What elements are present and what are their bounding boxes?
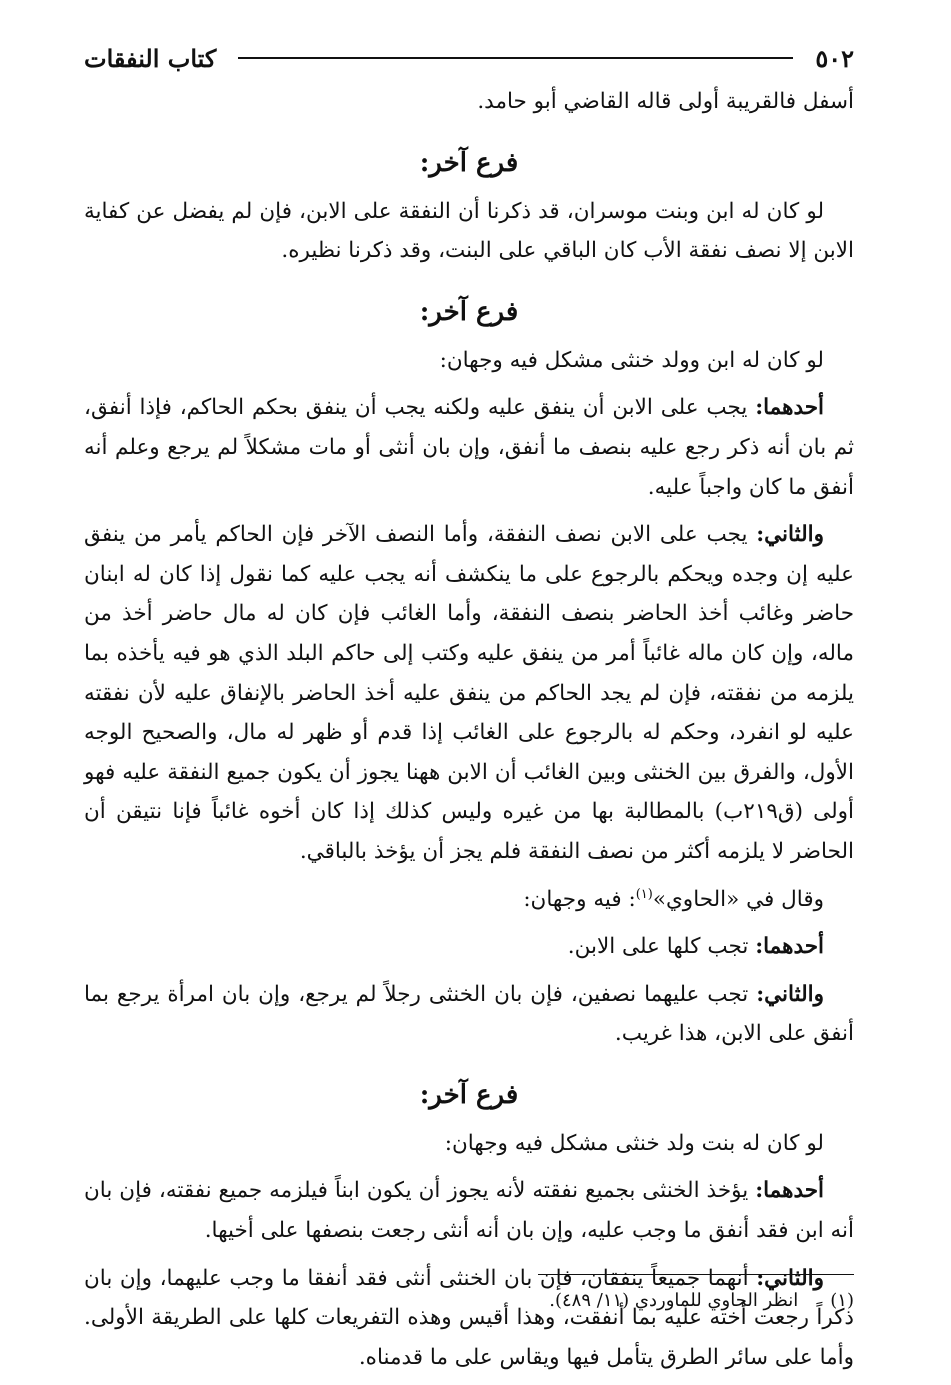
paragraph-text: يجب على الابن أن ينفق عليه ولكنه يجب أن ينفق بحكم الحاكم، فإذا أنفق، ثم بان أنه ذكر رجع عليه بنصف ما أنفق، وإن بان أنثى أو مات مشكلاً لم يرجع وعلم أنه أنفق ما كان واجباً عليه. <box>84 395 854 500</box>
footnote-reference: (١) <box>635 886 653 902</box>
paragraph-text: وقال في «الحاوي» <box>652 886 824 912</box>
paragraph: أسفل فالقريبة أولى قاله القاضي أبو حامد. <box>477 89 854 114</box>
footnote-number: (١) <box>830 1290 854 1311</box>
running-header <box>84 38 854 78</box>
paragraph-text: يجب على الابن نصف النفقة، وأما النصف الآخر فإن الحاكم يأمر من ينفق عليه إن وجده ويحكم بالرجوع على ما ينكشف أنه يجب عليه كما نقول إذا كان له ابنان حاضر وغائب أخذ الحاضر بنصف النفقة، وأما الغائب فإن كان له مال حاضر أخذ من ماله، وإن كان ماله غائباً أمر من ينفق عليه وكتب إلى حاكم البلد الذي هو فيه يأخذه بما يلزمه من نفقته، فإن لم يجد الحاكم من ينفق عليه أخذ الحاضر بالإنفاق عليه لأن نفقته عليه لو انفرد، وحكم له بالرجوع على الغائب إذا قدم أو ظهر له مال، والصحيح الوجه الأول، والفرق بين الخنثى وبين الغائب أن الابن ههنا يجوز أن يكون جميع النفقة عليه فهو أولى (ق٢١٩ب) بالمطالبة بها من غيره وليس كذلك إذا كان أخوه غائباً فإنا نتيقن أن الحاضر لا يلزمه أكثر من نصف النفقة فلم يجز أن يؤخذ بالباقي. <box>84 522 854 864</box>
footnote-separator <box>538 1274 854 1275</box>
footnote-text: انظر الحاوي للماوردي (١١/ ٤٨٩). <box>549 1290 799 1311</box>
paragraph: لو كان له ابن وولد خنثى مشكل فيه وجهان: <box>439 347 824 373</box>
footnote <box>94 1286 854 1316</box>
section-heading: فرع آخر: <box>419 296 519 327</box>
section-heading: فرع آخر: <box>419 147 519 178</box>
paragraph-lead: والثاني: <box>756 1265 824 1291</box>
paragraph: لو كان له بنت ولد خنثى مشكل فيه وجهان: <box>444 1130 824 1156</box>
paragraph-text: تجب كلها على الابن. <box>567 934 756 960</box>
book-title: كتاب النفقات <box>84 43 217 73</box>
paragraph <box>84 927 854 967</box>
paragraph-lead: أحدهما: <box>755 395 824 421</box>
paragraph <box>84 388 854 507</box>
paragraph-text: : فيه وجهان: <box>523 886 636 912</box>
paragraph-lead: أحدهما: <box>755 934 824 960</box>
paragraph-lead: أحدهما: <box>755 1178 824 1204</box>
header-rule <box>238 57 793 59</box>
paragraph <box>84 515 854 871</box>
paragraph <box>84 1171 854 1250</box>
paragraph <box>84 880 854 920</box>
paragraph: لو كان له ابن وبنت موسران، قد ذكرنا أن النفقة على الابن، فإن لم يفضل عن كفاية الابن إلا نصف نفقة الأب كان الباقي على البنت، وقد ذكرنا نظيره. <box>84 198 854 264</box>
paragraph <box>84 975 854 1054</box>
main-text <box>84 82 854 1385</box>
page-number: ٥٠٢ <box>815 43 854 73</box>
paragraph-lead: والثاني: <box>756 522 824 548</box>
paragraph <box>84 1259 854 1378</box>
paragraph-lead: والثاني: <box>756 981 824 1007</box>
section-heading: فرع آخر: <box>419 1079 519 1110</box>
paragraph-text: تجب عليهما نصفين، فإن بان الخنثى رجلاً لم يرجع، وإن بان امرأة يرجع بما أنفق على الابن، هذا غريب. <box>84 981 854 1047</box>
paragraph-text: يؤخذ الخنثى بجميع نفقته لأنه يجوز أن يكون ابناً فيلزمه جميع نفقته، فإن بان أنه ابن فقد أنفق ما وجب عليه، وإن بان أنه أنثى رجعت بنصفها على أخيها. <box>84 1178 854 1244</box>
paragraph-text: أنهما جميعاً ينفقان، فإن بان الخنثى أنثى فقد أنفقا ما وجب عليهما، وإن بان ذكراً رجعت أخته عليه بما أنفقت، وهذا أقيس وهذه التفريعات كلها على الطريقة الأولى. وأما على سائر الطرق يتأمل فيها ويقاس على ما قدمناه. <box>84 1265 854 1370</box>
